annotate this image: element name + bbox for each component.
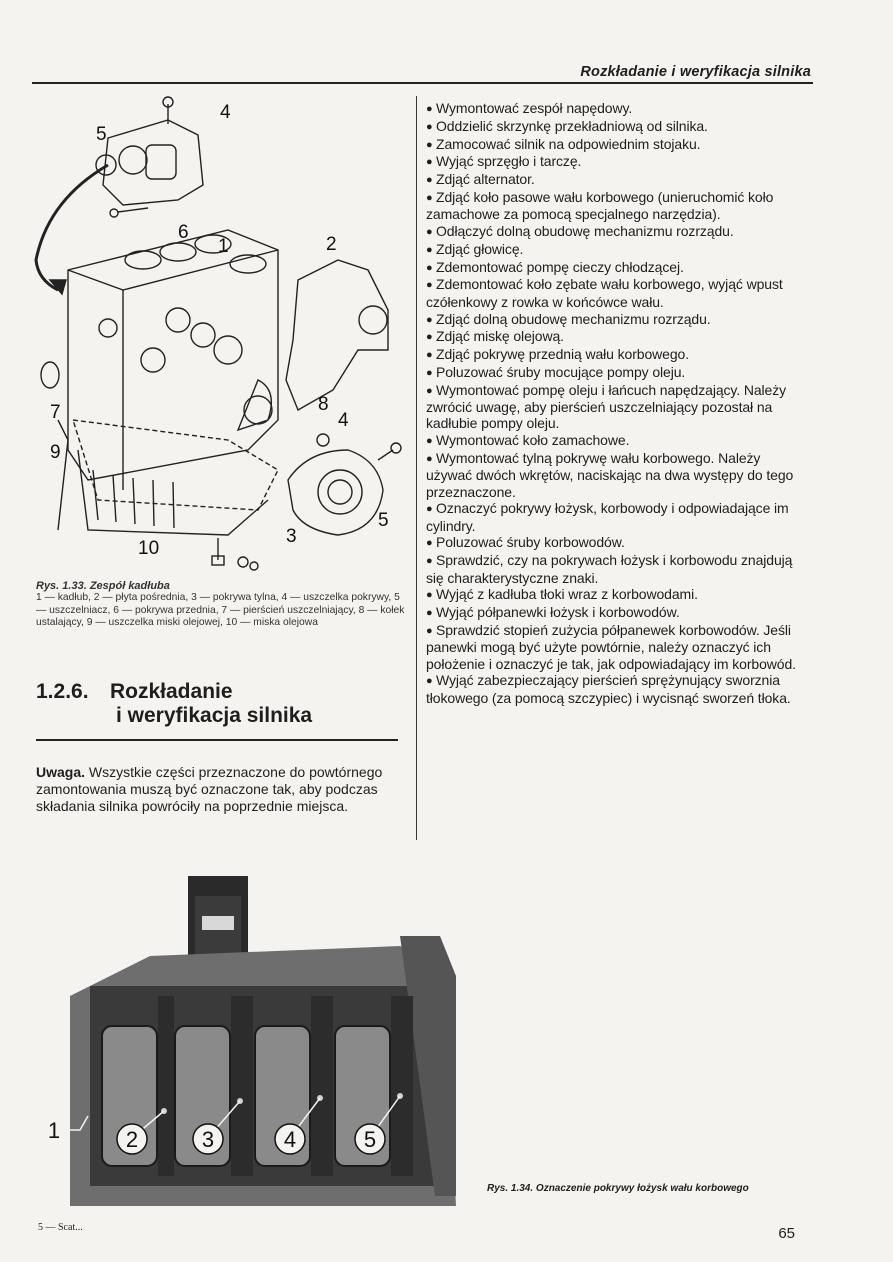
step-text: Sprawdzić stopień zużycia półpanewek korbowodów. Jeśli panewki mogą być użyte powtórnie, należy oznaczyć ich położenie i oznaczyć je tak, jak odpowiadający im korbowód. <box>426 621 796 672</box>
procedure-step <box>426 328 810 345</box>
diagram-label-6: 6 <box>178 222 189 243</box>
step-text: Zdjąć koło pasowe wału korbowego (unieruchomić koło zamachowe za pomocą specjalnego narzędzia). <box>426 188 774 223</box>
bullet-icon: ● <box>426 103 433 115</box>
bullet-icon: ● <box>426 624 433 637</box>
procedure-step <box>426 259 810 276</box>
procedure-step <box>426 450 810 500</box>
procedure-step <box>426 432 810 449</box>
bullet-icon: ● <box>426 156 433 169</box>
bullet-icon: ● <box>426 503 433 516</box>
step-text: Wyjąć zabezpieczający pierścień sprężynujący sworznia tłokowego (za pomocą szczypiec) i wycisnąć sworzeń tłoka. <box>426 672 791 706</box>
step-text: Wyjąć z kadłuba tłoki wraz z korbowodami. <box>436 586 698 603</box>
photo-label-5: 5 <box>363 1127 377 1152</box>
bullet-icon: ● <box>426 261 433 274</box>
bullet-icon: ● <box>426 349 433 362</box>
step-text: Wymontować koło zamachowe. <box>436 432 630 449</box>
step-text: Zdemontować koło zębate wału korbowego, wyjąć wpust czółenkowy z rowka w końcówce wału. <box>426 276 783 310</box>
bullet-icon: ● <box>426 384 433 397</box>
footer-signature: 5 — Scat... <box>38 1222 83 1233</box>
bullet-icon: ● <box>426 191 433 204</box>
procedure-step <box>426 534 810 551</box>
figure-1-33-caption-text: 1 — kadłub, 2 — płyta pośrednia, 3 — pokrywa tylna, 4 — uszczelka pokrywy, 5 — uszczelniacz, 6 — pokrywa przednia, 7 — pierścień uszczelniający, 8 — kołek ustalający, 9 — uszczelka miski olejowej, 10 — miska olejowa <box>36 592 405 629</box>
note-label: Uwaga. <box>36 764 86 780</box>
bullet-icon: ● <box>426 366 433 379</box>
procedure-step <box>426 189 810 223</box>
procedure-step <box>426 118 810 135</box>
procedure-step <box>426 100 810 117</box>
bullet-icon: ● <box>426 607 433 620</box>
header-rule <box>32 82 813 84</box>
diagram-label-4b: 4 <box>338 410 349 431</box>
procedure-step <box>426 276 810 310</box>
engine-block-diagram <box>28 90 418 580</box>
figure-1-33-caption-title: Rys. 1.33. Zespół kadłuba <box>36 580 170 592</box>
procedure-step <box>426 223 810 240</box>
step-text: Wymontować zespół napędowy. <box>436 100 633 116</box>
step-text: Zdemontować pompę cieczy chłodzącej. <box>436 258 684 275</box>
bullet-icon: ● <box>426 120 433 133</box>
bullet-icon: ● <box>426 331 433 344</box>
step-text: Poluzować śruby mocujące pompy oleju. <box>436 363 686 380</box>
bullet-icon: ● <box>426 313 433 326</box>
page-header-title: Rozkładanie i weryfikacja silnika <box>580 64 811 80</box>
procedure-step <box>426 622 810 672</box>
procedure-step <box>426 241 810 258</box>
diagram-label-5a: 5 <box>96 124 107 145</box>
section-title-line2: i weryfikacja silnika <box>116 704 313 727</box>
section-rule <box>36 739 398 741</box>
bullet-icon: ● <box>426 452 433 465</box>
section-heading <box>36 680 396 728</box>
section-title-line1: Rozkładanie <box>110 680 233 703</box>
step-text: Zdjąć dolną obudowę mechanizmu rozrządu. <box>436 310 711 327</box>
procedure-step <box>426 552 810 586</box>
diagram-label-9: 9 <box>50 442 61 463</box>
bullet-icon: ● <box>426 675 433 688</box>
section-number: 1.2.6. <box>36 680 89 703</box>
procedure-step <box>426 153 810 170</box>
note-paragraph <box>36 764 396 815</box>
figure-1-33-caption <box>36 580 406 630</box>
bullet-icon: ● <box>426 589 433 602</box>
procedure-step <box>426 382 810 432</box>
bullet-icon: ● <box>426 243 433 256</box>
diagram-label-8: 8 <box>318 394 329 415</box>
diagram-label-7: 7 <box>50 402 61 423</box>
step-text: Zdjąć miskę olejową. <box>436 328 564 345</box>
procedure-step <box>426 346 810 363</box>
bullet-icon: ● <box>426 279 433 292</box>
diagram-label-4a: 4 <box>220 102 231 123</box>
step-text: Odłączyć dolną obudowę mechanizmu rozrządu. <box>436 223 734 240</box>
diagram-label-1: 1 <box>218 236 229 257</box>
step-text: Oddzielić skrzynkę przekładniową od silnika. <box>436 117 708 134</box>
step-text: Wyjąć sprzęgło i tarczę. <box>436 153 582 170</box>
step-text: Zdjąć pokrywę przednią wału korbowego. <box>436 346 689 363</box>
diagram-label-2: 2 <box>326 234 337 255</box>
photo-label-3: 3 <box>201 1127 215 1152</box>
bullet-icon: ● <box>426 435 433 448</box>
procedure-step <box>426 171 810 188</box>
photo-label-4: 4 <box>283 1127 297 1152</box>
procedure-step <box>426 604 810 621</box>
procedure-step <box>426 364 810 381</box>
bullet-icon: ● <box>426 555 433 568</box>
diagram-label-10: 10 <box>138 538 160 559</box>
step-text: Sprawdzić, czy na pokrywach łożysk i korbowodu znajdują się charakterystyczne znaki. <box>426 552 793 586</box>
note-text: Wszystkie części przeznaczone do powtórnego zamontowania muszą być oznaczone tak, aby podczas składania silnika powróciły na poprzednie miejsca. <box>36 764 383 814</box>
step-text: Zdjąć alternator. <box>436 171 535 188</box>
step-text: Zamocować silnik na odpowiednim stojaku. <box>436 135 701 152</box>
bullet-icon: ● <box>426 537 433 550</box>
procedure-step <box>426 500 810 534</box>
diagram-label-5b: 5 <box>378 510 389 531</box>
step-text: Poluzować śruby korbowodów. <box>436 534 625 551</box>
page-number: 65 <box>778 1225 795 1242</box>
procedure-steps-list <box>426 100 810 706</box>
figure-1-34-caption: Rys. 1.34. Oznaczenie pokrywy łożysk wału korbowego <box>487 1183 749 1194</box>
diagram-label-3: 3 <box>286 526 297 547</box>
step-text: Wymontować tylną pokrywę wału korbowego. Należy używać dwóch wkrętów, naciskając na dwa występy do tego przeznaczone. <box>426 449 794 500</box>
procedure-step <box>426 672 810 706</box>
step-text: Zdjąć głowicę. <box>436 240 524 257</box>
bullet-icon: ● <box>426 226 433 239</box>
procedure-step <box>426 586 810 603</box>
photo-label-2: 2 <box>125 1127 139 1152</box>
bullet-icon: ● <box>426 174 433 187</box>
bullet-icon: ● <box>426 138 433 151</box>
photo-label-1: 1 <box>47 1118 61 1143</box>
step-text: Wymontować pompę oleju i łańcuch napędzający. Należy zwrócić uwagę, aby pierścień uszczelniający pozostał na kadłubie pompy oleju. <box>426 381 787 432</box>
procedure-step <box>426 311 810 328</box>
procedure-step <box>426 136 810 153</box>
step-text: Oznaczyć pokrywy łożysk, korbowody i odpowiadające im cylindry. <box>426 500 789 534</box>
crankshaft-bearing-photo <box>40 876 456 1206</box>
step-text: Wyjąć półpanewki łożysk i korbowodów. <box>436 604 680 621</box>
